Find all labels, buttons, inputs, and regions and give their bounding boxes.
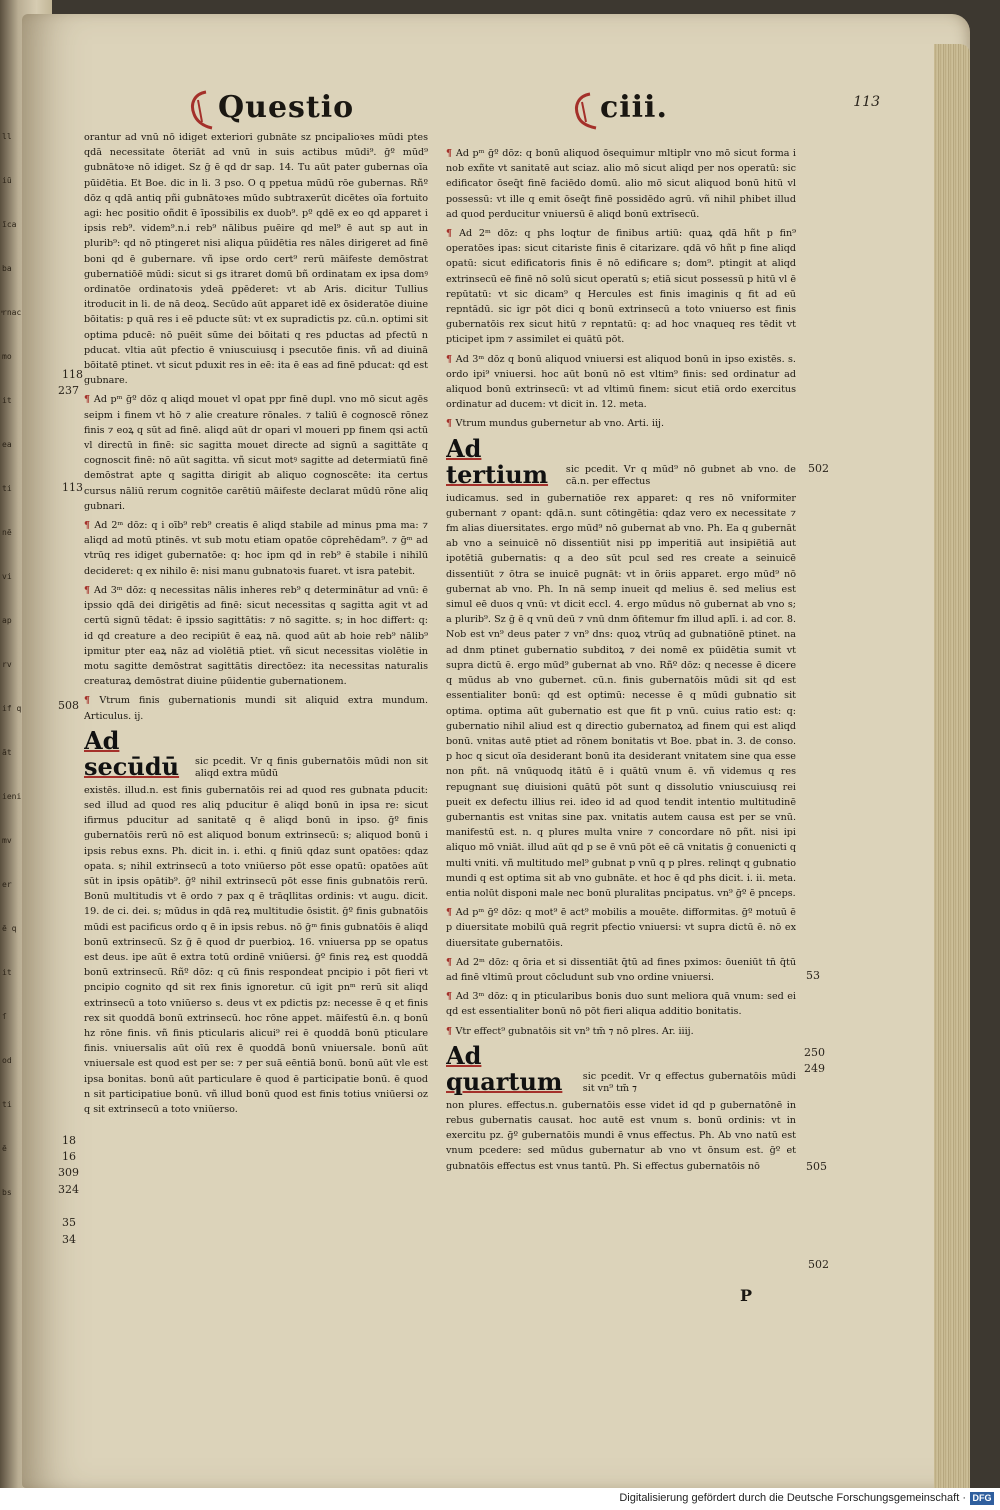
- margin-number: 502: [808, 1258, 829, 1271]
- funding-credit: Digitalisierung gefördert durch die Deutsche Forschungsgemeinschaft ·: [619, 1492, 966, 1504]
- margin-number: 18: [62, 1134, 76, 1147]
- left-page-text-fragment: ap: [2, 616, 12, 625]
- paragraph-ad-secundum-right: ¶ Ad 2ᵐ dōz: q phs loqtur de finibus artiū: quaꝝ qdā hñt p fin⁹ operatōes ipas: sicut citariste finis ē citarizare. qdā vō hñt p fine aliqd opatū: sicut edificatoris finis ē nō edificare s; dom⁹. ptingit at aliqd extrinsecū eē finē nō solū sicut operatū s; etiā sicut possessū p hitū vl ē repūtatū: vt sic dicam⁹ q Hercules est finis imaginis q fit ad eū repntādū. sic igr pōt dici q bonū extrinsecū a toto vniuerso est finis gubernatōis rex sicut hitū ⁊ repntatū: q: ad hoc vnaqueq res tēdit vt pticipet ipm ⁊ assimilet ei quātū pōt.: [446, 228, 796, 346]
- paragraph-intro: orantur ad vnū nō idiget exteriori gubnāte sz pncipalioꝛes mūdi ptes qdā necessitate ōteriāt ad vnū in suis actibus mūdi⁹. ḡº mūd⁹ gubnātoꝛe nō idiget. Sz ḡ ē qd dr sap. 14. Tu aūt pater gubernas oīa pūidētia. Et Boe. dic in li. 3 pso. O q ppetua mūdū rōe gubernas. Rñº dōz q qdā antiq pñi gubnātoꝛes mūdo subtraxerūt dicētes oīa fortuito agi: hec positio oñdit ē īpossibilis ex duob⁹. pº qdē ex eo qd apparet i ipsis reb⁹. videm⁹.n.i reb⁹ nālibus puēire qd mel⁹ ē aut sp aut in plurib⁹: qd nō ptingeret nisi aliqua pūidētia res nāles dirigeret ad finē boni qd ē gubernare. vñ ipse ordo cert⁹ rerū māifeste demōstrat gubernatiōē mūdi: sicut si gs itraret domū bñ ordinatam ex ipsa domꝰ ordinatōe ordinatoꝛis ydeā ꝑpēderet: vt ab Aris. dicitur Tullius itroducit in li. de nā deoꝝ. Secūdo aūt apparet idē ex ōsideratōe diuine bōitatis: p quā res i eē pducte sūt: vt ex supradictis pz. cū.n. optimi sit optima pducē: nō puēit sūme dei bōitati q res pductas ad pfectū n pducat. vltia aūt pfectio ē vniuscuiusq i psecutōe finis. vñ ad diuinā bōitatē ptinet. vt sicut pduxit res in eē: ita ē eas ad finē pducat: qd est gubnare.: [84, 132, 428, 387]
- text-column-left: [84, 130, 428, 1282]
- left-page-text-fragment: iū: [2, 176, 12, 185]
- page-stack-edge: [934, 44, 970, 1502]
- running-head-questio: Questio: [218, 90, 355, 125]
- left-page-text-fragment: ti: [2, 484, 12, 493]
- margin-number: 53: [806, 969, 820, 982]
- left-page-text-fragment: if q: [2, 704, 22, 713]
- margin-number: 508: [58, 699, 79, 712]
- text-column-right: [446, 146, 796, 1282]
- paragraph-ad-tertium-right: ¶ Ad 3ᵐ dōz q bonū aliquod vniuersi est aliquod bonū in ipso existēs. s. ordo ipi⁹ vniuersi. hoc aūt bonū nō est vltim⁹ finis: sed ordinatur ad aliquod bonū extrinsecū: vt ad vltimū finem: sicut etiā ordo exercitus ordinatur ad ducem: vt dicit in. 12. meta.: [446, 353, 796, 411]
- margin-number: 505: [806, 1160, 827, 1173]
- left-page-text-fragment: it: [2, 396, 12, 405]
- section-subheading: sic pcedit. Vr q mūd⁹ nō gubnet ab vno. de cā.n. per effectus: [565, 463, 796, 487]
- left-page-text-fragment: mo: [2, 352, 12, 361]
- margin-number: 118: [62, 368, 83, 381]
- margin-number: 35: [62, 1216, 76, 1229]
- paragraph-article-3: iudicamus. sed in gubernatiōe rex apparet: q res nō vniformiter gubernant ⁊ opant: qdā.n. sunt cōtingētia: qdaz vero ex necessitate ⁊ fm alias diuersitates. ergo mūd⁹ nō gubernat ab vno. Ph. Ea q gubernāt ab vno a seinuicē nō dissentiūt nisi pp imperitiā aut insipiētiā aut ipotētiā gubernatis: q a deo sūt pcul sed res create a seinuicē dissentiūt ⁊ ōtra se inuicē pugnāt: vt in ōriis apparet. ergo mūd⁹ nō gubernat ab vno. Ph. In nā semp inueit qd melius ē. sed melius est simul eē duos q vnū: vt dicit eccl. 4. ergo mūdus nō gubernat ab vno s; a plurib⁹. Sz ḡ ē q vnū deū ⁊ vnū dnm ōfitemur fm illud aplī. i. ad cor. 8. Nob est vn⁹ deus pater ⁊ vn⁹ dns: quoꝝ vtrūq ad gubnatiōnē ptinet. na ad dnm ptinet gubernatio subditoꝝ ⁊ dei nomē ex pūidētia sumit vt supra dictū ē. ergo mūd⁹ gubernat ab vno. Rñº dōz: q necesse ē dicere q mūdus ab vno gubernet. cū.n. finis gubernatōis mūdi sit qd est essentialiter bonū: qd est optimū: necesse ē q mūdi gubnatio sit optima. optima aūt gubernatio est que fit p vnū. cuius ratio est: q: gubernatio nihil aliud est q directio gubernatoꝝ ad finem qui est aliqd bonū. vnitas autē ptiet ad rōnem bonitatis vt Boe. pbat in. 3. de conso. p hoc q sicut oīa desiderant bonū ita desiderant vnitatem sine qua esse non pñt. nā vnūquodq itātū ē i quātū vnum ē. vñ videmus q res repugnant suę diuisioni quātū pōt sunt q dissolutio vniuscuiusq rei pueit ex defectu illius rei. ideo id ad quod tendit intentio multitudinē gubernantis est vnitas sine pax. vnitatis autem causa est per se vnū. manifestū est. n. q plures multa vnire ⁊ concordare nō pñt. nisi ipi aliquo mō vniāt. illud aūt qd p se ē vnū pōt eē cā vnitatis ḡ conuenicti q multi vniti. vñ multitudo mel⁹ gubnat p vnū q p plres. relinqt q gubnatio mundi q est optima sit ab vno gubnāte. et hoc ē qd phs dicit. i. ii. meta. entia nolūt disponi male nec bonū pluralitas pncipatus. vn⁹ ḡº ē pnceps.: [446, 492, 796, 899]
- article-2-title: ¶ Vtrum finis gubernationis mundi sit aliquid extra mundum. Articulus. ij.: [84, 695, 428, 722]
- left-page-text-fragment: ll: [2, 132, 12, 141]
- margin-number: 250: [804, 1046, 825, 1059]
- rubric-paragraph-mark-left: [184, 90, 218, 130]
- paragraph-article-2: existēs. illud.n. est finis gubernatōis rei ad quod res gubnata pducit: sed illud ad quod res aliq pducitur ē aliqd bonū in ipsa re: sicut ifirmus pducitur ad sanitatē q ē aliqd bonū in ipso. ḡº finis gubernatōis rerū nō est aliquod bonum extrinsecū: s; aliquod bonū i ipsis rebus exns. Ph. dicit in. i. ethi. q finiū qdaz sunt opatōes: qdaz opata. s; nihil extrinsecū a toto vniūerso pōt esse opatū: opatōes aūt sūt in ipsis opātib⁹. ḡº nihil extrinsecū pōt esse finis gubnatōis rerū. Bonū multitudis vt ē ordo ⁊ pax q ē trāqllitas ordinis: vt augu. dicit. 19. de ci. dei. s; mūdus in qdā reꝝ multitudie ōsistit. ḡº finis gubnatōis mūdi est pacificus ordo q ē in ipsis rebus. nō ḡᵐ finis gubnatōis ē aliqd bonū extrinsecū. Sz ḡ ē quod dr puerbioꝝ. 16. vniuersa pp se opatus est deus. ipe aūt ē extra totū ordinē vniūersi. ḡº finis reꝝ est quoddā bonū extrinsecū. Rñº dōz: q cū finis respondeat pncipio i pōt fieri vt pncipio cognito qd sit rex finis ignoretur. cū igit pnᵐ rerū sit aliqd extrinsecū a toto vniūerso s. deus vt ex pdictis pz: necesse ē q et finis rex sit quoddā bonū extrinsecū. hoc rōne appet. māifestū ē.n. q bonū hz rōne finis. vñ finis pticularis alicui⁹ rei ē quoddā bonū pticulare finis. vniuersalis aūt oīū rex ē quoddā bonū vniuersale. bonū aūt vniuersale est quod est per se: ⁊ per suā eēntiā bonū. bonū aūt vle est ipsa bonitas. bonū aūt particulare ē quod ē participatie bonū. ē quod n sit participatiue bonū. vñ illud bonū quod est finis totius vniūersi oz q sit extrinsecū a toto vniūerso.: [84, 784, 428, 1115]
- left-page-text-fragment: ti: [2, 1100, 12, 1109]
- section-heading: Ad secūdū: [84, 725, 180, 781]
- paragraph-ad-primum-right: ¶ Ad pᵐ ḡº dōz: q bonū aliquod ōsequimur mltiplr vno mō sicut forma i nob exñte vt sanitatē aut sciaz. alio mō sicut aliqd per nos operatū: sic edificator ōseq̄t finē faciēdo domū. alio mō sicut aliquod bonū hitū vl possessū: vt ille q emit ōseq̄t finē possidēdo agrū. vñ nihil phibet illud ad quod perducitur vniuersū ē aliqd bonū extrīsecū.: [446, 148, 796, 220]
- left-page-text-fragment: mv: [2, 836, 12, 845]
- left-page-text-fragment: āt: [2, 748, 12, 757]
- left-page-text-fragment: ͤrnac: [2, 308, 22, 317]
- section-heading: Ad quartum: [446, 1040, 563, 1096]
- margin-number: 113: [62, 481, 83, 494]
- article-3-title: ¶ Vtrum mundus gubernetur ab vno. Arti. iij.: [446, 418, 665, 430]
- left-page-text-fragment: nē: [2, 528, 12, 537]
- margin-number: 249: [804, 1062, 825, 1075]
- left-page-text-fragment: rv: [2, 660, 12, 669]
- section-subheading: sic pcedit. Vr q effectus gubernatōis mūdi sit vn⁹ tm̄ ⁊: [582, 1070, 796, 1094]
- left-page-text-fragment: ieni: [2, 792, 22, 801]
- margin-number: 16: [62, 1150, 76, 1163]
- paragraph-article-4: non plures. effectus.n. gubernatōis esse videt id qd p gubernatōnē in rebus gubernatis causat. hoc autē est vnum s. bonū ordinis: vt in exercitu pz. ḡº gubernatōis mundi ē vnus effectus. Ph. Ab vno natū est vnum pcedere: sed mūdus gubernatur ab vno vt ōnsum est. ḡº et gubnatōis effectus est vnus tantū. Ph. Si effectus gubernatōis nō: [446, 1099, 796, 1172]
- section-head-ad-quartum: [446, 1040, 796, 1096]
- footer-bar: [0, 1488, 1000, 1510]
- folio-number: 113: [853, 94, 880, 110]
- section-subheading: sic pcedit. Vr q finis gubernatōis mūdi non sit aliqd extra mūdū: [194, 755, 428, 779]
- left-page-text-fragment: ē: [2, 1144, 7, 1153]
- paragraph-ad-primum: ¶ Ad pᵐ ḡº dōz q aliqd mouet vl opat ppr finē dupl. vno mō sicut agēs seipm i finem vt hō ⁊ alie creature rōnales. ⁊ taliū ē cognoscē rōnez finis ⁊ eoꝝ q sūt ad finē. aliqd aūt dr opari vl moueri pp finem qsi actū vl directū in finē: sic sagitta mouet directe ad signū a sagittāte q cognoscit finē: nō aūt sagitta. vñ sicut motꝰ sagitte ad determiatū finē demōstrat apte q sagitta dirigit ab aliquo cognoscēte: ita certus cursus nāliū rerum cognitōe carētiū māifeste declarat mūdū rōne aliq gubnari.: [84, 394, 428, 512]
- margin-number: 309: [58, 1166, 79, 1179]
- margin-number: 502: [808, 462, 829, 475]
- rubric-paragraph-mark-right: [566, 90, 600, 130]
- margin-number: 34: [62, 1233, 76, 1246]
- section-heading: Ad tertium: [446, 433, 549, 489]
- paragraph-ad-tertium: ¶ Ad 3ᵐ dōz: q necessitas nālis inheres reb⁹ q determinātur ad vnū: ē ipssio qdā dei dirigētis ad finē: sicut necessitas q sagitta agit vt ad certū signū tēdat: ē ipssio sagittātis: ⁊ nō sagitte. s; in hoc differt: q: id qd creature a deo recipiūt ē eaꝝ nā. quod aūt ab hoie reb⁹ nālib⁹ ipmitur pter eaꝝ nāz ad violētiā ptiet. vñ sicut necessitas violētie in motu sagitte demōstrat sagittātis directōez: ita necessitas naturalis creaturaꝝ demōstrat diuine pūidentie gubernationem.: [84, 584, 428, 688]
- left-page-text-fragment: īca: [2, 220, 17, 229]
- section-head-ad-tertium: [446, 433, 796, 489]
- section-head-ad-secundu: [84, 725, 428, 781]
- left-page-text-fragment: ba: [2, 264, 12, 273]
- paragraph-reply-2: ¶ Ad 2ᵐ dōz: q ōria et si dissentiāt q̄tū ad fines pximos: ōueniūt tn̄ q̄tū ad finē vltimū prout cōcludunt sub vno ordine vniuersi.: [446, 956, 796, 983]
- paragraph-reply-1: ¶ Ad pᵐ ḡº dōz: q mot⁹ ē act⁹ mobilis a mouēte. difformitas. ḡº motuū ē p diuersitate mobilū quā regrit pfectio vniuersi: vt supra dictū ē. nō ex diuersitate gubernatōis.: [446, 907, 796, 949]
- left-page-text-fragment: ea: [2, 440, 12, 449]
- left-page-text-fragment: er: [2, 880, 12, 889]
- article-4-title: ¶ Vtr effect⁹ gubnatōis sit vn⁹ tm̄ ⁊ nō plres. Ar. iiij.: [446, 1025, 694, 1037]
- running-head-number: ciii.: [600, 90, 668, 125]
- dfg-logo-icon: DFG: [970, 1492, 994, 1505]
- catchword: P: [740, 1286, 753, 1305]
- paragraph-ad-secundum: ¶ Ad 2ᵐ dōz: q i oīb⁹ reb⁹ creatis ē aliqd stabile ad minus pma ma: ⁊ aliqd ad motū ptinēs. vt sub motu etiam opatōe cōprehēdam⁹. ⁊ ḡᵐ ad vtrūq res idiget gubernatōe: q: hoc ipm qd in reb⁹ ē stabile i nihilū decideret: q ex nihilo ē: nisi manu gubnatoꝛis fuaret. vt isra patebit.: [84, 520, 428, 577]
- left-page-text-fragment: od: [2, 1056, 12, 1065]
- paragraph-reply-3: ¶ Ad 3ᵐ dōz: q in pticularibus bonis duo sunt meliora quā vnum: sed ei qd est essentialiter bonū nō pōt fieri aliqua additio bonitatis.: [446, 991, 796, 1018]
- running-header: [190, 90, 880, 134]
- left-page-text-fragment: vi: [2, 572, 12, 581]
- left-page-text-fragment: ſ: [2, 1012, 7, 1021]
- left-page-text-fragment: bs: [2, 1188, 12, 1197]
- left-page-text-fragment: ē q: [2, 924, 17, 933]
- margin-number: 324: [58, 1183, 79, 1196]
- margin-number: 237: [58, 384, 79, 397]
- left-page-text-fragment: it: [2, 968, 12, 977]
